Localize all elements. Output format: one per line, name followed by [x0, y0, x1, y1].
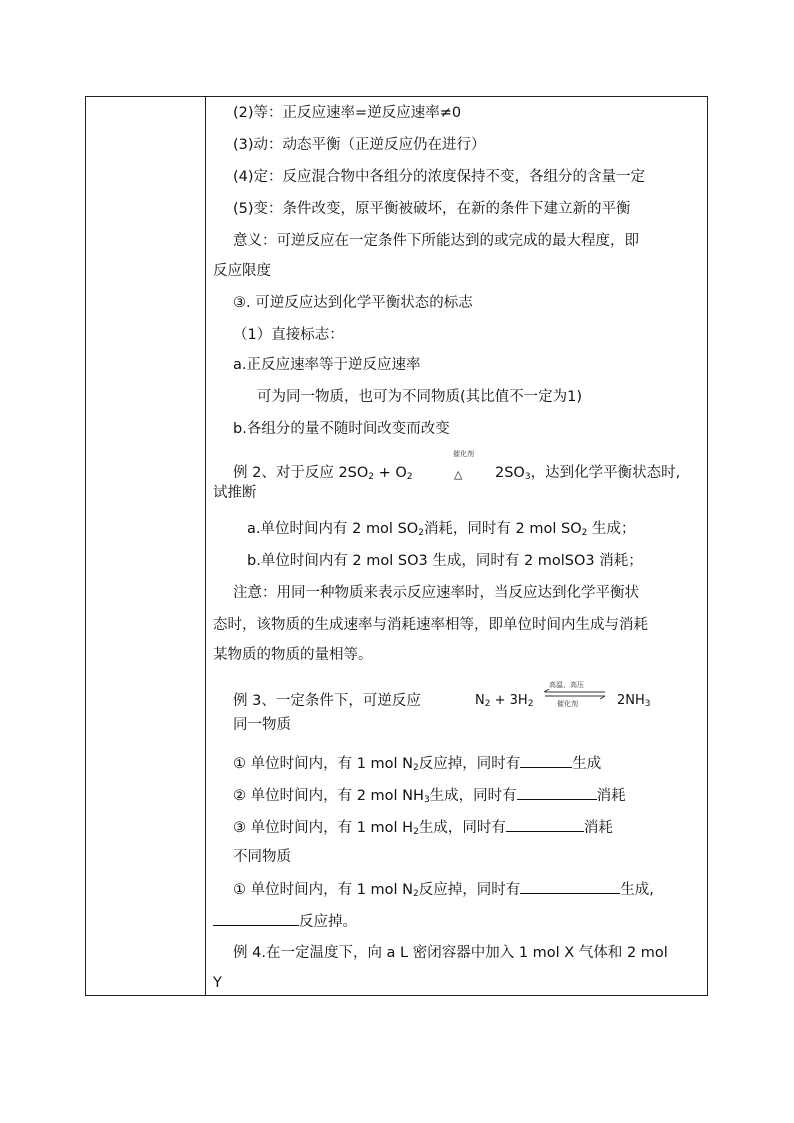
line-note-3: 某物质的物质的量相等。 [213, 647, 373, 663]
ex2-product: $2SO_3$，达到化学平衡状态时, [495, 465, 681, 482]
question-1: ① 单位时间内，有 1 mol $N_2$反应掉，同时有 生成 [207, 753, 707, 774]
line-fixed: (4)定：反应混合物中各组分的浓度保持不变，各组分的含量一定 [233, 169, 646, 185]
line-b: b.各组分的量不随时间改变而改变 [233, 421, 450, 437]
line-direct-sign: （1）直接标志： [233, 327, 344, 343]
ex2-suffix: ，达到化学平衡状态时, [530, 465, 681, 481]
example-3-line: 例 3、一定条件下，可逆反应 [233, 693, 421, 709]
answer-blank[interactable] [517, 785, 597, 800]
line-judge: 试推断 [213, 485, 257, 501]
line-change: (5)变：条件改变，原平衡被破坏，在新的条件下建立新的平衡 [233, 201, 631, 217]
line-ex2-b: b.单位时间内有 2 mol SO3 生成，同时有 2 molSO3 消耗； [247, 553, 643, 569]
example-2-line: 例 2、对于反应 $2SO_2 + O_2$ [233, 465, 413, 482]
equilibrium-arrow-icon [543, 689, 607, 699]
question-3: ③ 单位时间内，有 1 mol $H_2$生成，同时有 消耗 [207, 817, 707, 838]
ex2-condition-top: 催化剂 [453, 450, 474, 458]
ex2-prefix: 例 2、对于反应 2SO [233, 465, 369, 481]
line-heading-sign: ③. 可逆反应达到化学平衡状态的标志 [233, 295, 473, 311]
ex3-condition-bottom: 催化剂 [557, 700, 578, 708]
line-note-1: 注意：用同一种物质来表示反应速率时，当反应达到化学平衡状 [233, 585, 639, 601]
question-4-cont: 反应掉。 [207, 911, 707, 932]
ex3-reactants: $N_2 + 3H_2$ [475, 693, 534, 709]
line-different-substance: 不同物质 [233, 849, 291, 865]
answer-blank[interactable] [520, 753, 572, 768]
answer-blank[interactable] [506, 817, 584, 832]
line-a: a.正反应速率等于逆反应速率 [233, 357, 421, 373]
line-limit: 反应限度 [213, 263, 271, 279]
line-a-note: 可为同一物质，也可为不同物质(其比值不一定为1) [257, 389, 583, 405]
question-4: ① 单位时间内，有 1 mol $N_2$反应掉，同时有 生成, [207, 879, 707, 900]
answer-blank[interactable] [213, 911, 299, 926]
content-table [85, 96, 708, 996]
ex2-mid: + O [374, 465, 407, 481]
question-2: ② 单位时间内，有 2 mol $NH_3$生成，同时有 消耗 [207, 785, 707, 806]
answer-blank[interactable] [520, 879, 620, 894]
line-equal: (2)等：正反应速率=逆反应速率≠0 [233, 105, 462, 121]
ex2-condition-bottom: △ [454, 468, 463, 481]
example-4-end: Y [213, 975, 222, 991]
line-same-substance: 同一物质 [233, 717, 291, 733]
line-note-2: 态时，该物质的生成速率与消耗速率相等，即单位时间内生成与消耗 [213, 617, 648, 633]
example-4-line: 例 4.在一定温度下，向 a L 密闭容器中加入 1 mol X 气体和 2 mol [233, 945, 668, 961]
content-cell [207, 97, 707, 995]
line-meaning: 意义：可逆反应在一定条件下所能达到的或完成的最大程度，即 [233, 233, 639, 249]
column-divider [205, 97, 206, 995]
line-dynamic: (3)动：动态平衡（正逆反应仍在进行） [233, 137, 486, 153]
ex3-condition-top: 高温、高压 [549, 681, 584, 689]
ex3-product: $2NH_3$ [617, 693, 651, 709]
line-ex2-a: a.单位时间内有 2 mol $SO_2$消耗，同时有 2 mol $SO_2$ 生成； [247, 521, 636, 538]
